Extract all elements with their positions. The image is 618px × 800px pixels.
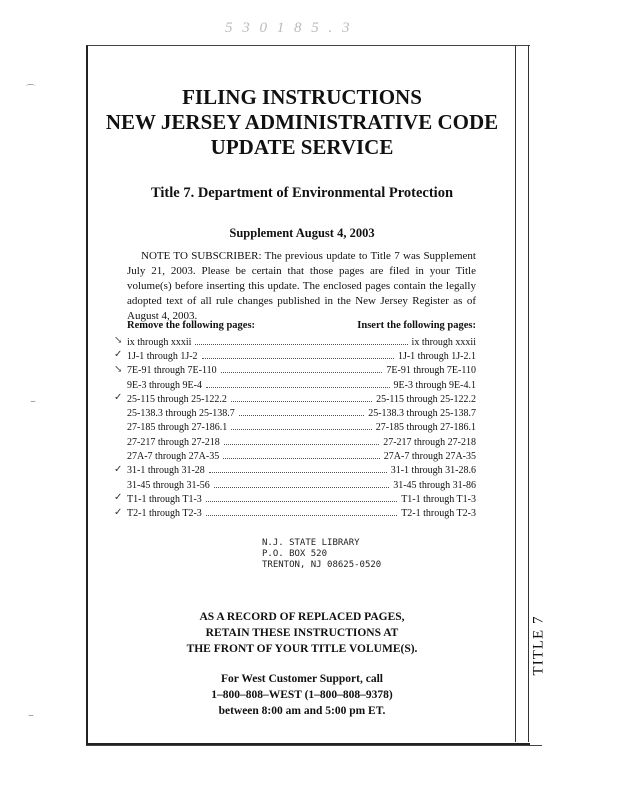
remove-pages: 1J-1 through 1J-2 [127,350,198,362]
remove-pages: 31-1 through 31-28 [127,465,205,477]
customer-support [88,671,516,719]
margin-mark: ⌣ [30,396,36,406]
department-heading: Title 7. Department of Environmental Protection [150,185,454,201]
dot-leader [231,429,371,430]
insert-pages: 27A-7 through 27A-35 [383,451,476,463]
page-title-line-3: UPDATE SERVICE [210,135,394,159]
dot-leader [221,372,383,373]
columns-header [127,320,476,331]
list-item [127,449,476,463]
dot-leader [195,344,407,345]
support-line: between 8:00 am and 5:00 pm ET. [218,705,386,717]
insert-pages: 31-45 through 31-86 [393,479,476,491]
stamp-line: P.O. BOX 520 [262,549,328,559]
checkmark-icon: ✓ [114,349,123,361]
remove-pages: 25-138.3 through 25-138.7 [127,408,235,420]
list-item [127,435,476,449]
remove-pages: 7E-91 through 7E-110 [127,365,217,377]
remove-pages: ix through xxxii [127,336,192,348]
dot-leader [209,472,387,473]
bottom-rule [86,745,542,746]
remove-column-header: Remove the following pages: [127,320,256,331]
remove-pages: 31-45 through 31-56 [127,479,210,491]
remove-pages: 27-217 through 27-218 [127,436,220,448]
margin-mark: ⌣ [28,710,34,720]
insert-pages: ix through xxxii [411,336,476,348]
insert-pages: 31-1 through 31-28.6 [390,465,476,477]
list-item [127,421,476,435]
record-instructions [88,609,516,657]
checkmark-icon: ✓ [114,492,123,504]
insert-pages: 25-138.3 through 25-138.7 [368,408,476,420]
list-item [127,406,476,420]
list-item [127,378,476,392]
support-line: For West Customer Support, call [221,673,383,685]
dot-leader [202,358,394,359]
insert-pages: 27-185 through 27-186.1 [375,422,476,434]
title-tab [526,610,552,690]
dot-leader [206,501,397,502]
supplement-heading: Supplement August 4, 2003 [229,226,375,240]
record-line: AS A RECORD OF REPLACED PAGES, [199,611,405,623]
insert-pages: 7E-91 through 7E-110 [386,365,476,377]
checkmark-icon: ↘ [114,363,123,375]
dot-leader [214,487,389,488]
note-text: NOTE TO SUBSCRIBER: The previous update to Title 7 was Supplement July 21, 2003. Please be certain that those pages are filed in your Title volume(s) before inserting this update. The enclosed pages contain the legally adopted text of all rule changes published in the New Jersey Register as of August 4, 2003. [127,250,476,322]
insert-column-header: Insert the following pages: [357,320,476,331]
remove-pages: T1-1 through T1-3 [127,493,202,505]
list-item [114,363,476,378]
support-line: 1–800–808–WEST (1–800–808–9378) [211,689,393,701]
list-item [127,478,476,492]
insert-pages: 27-217 through 27-218 [383,436,476,448]
insert-pages: 25-115 through 25-122.2 [376,393,476,405]
page-title-line-2: NEW JERSEY ADMINISTRATIVE CODE [105,110,499,134]
page-title-line-1: FILING INSTRUCTIONS [182,85,422,109]
remove-pages: 27A-7 through 27A-35 [127,451,220,463]
checkmark-icon: ↘ [114,335,123,346]
insert-pages: 9E-3 through 9E-4.1 [393,379,476,391]
dot-leader [223,458,380,459]
remove-pages: 9E-3 through 9E-4 [127,379,202,391]
list-item [114,492,476,506]
record-line: THE FRONT OF YOUR TITLE VOLUME(S). [186,643,418,655]
insert-pages: 1J-1 through 1J-2.1 [397,350,476,362]
list-item [114,463,476,478]
subscriber-note [127,249,476,324]
stamp-line: N.J. STATE LIBRARY [262,538,360,548]
remove-pages: T2-1 through T2-3 [127,508,202,520]
remove-pages: 27-185 through 27-186.1 [127,422,228,434]
remove-pages: 25-115 through 25-122.2 [127,393,227,405]
margin-mark: ⌒ [26,84,36,94]
list-item [114,349,476,363]
handwritten-scribble: 5 3 0 1 8 5 . 3 [225,20,353,36]
checkmark-icon: ✓ [114,392,123,404]
dot-leader [206,515,397,516]
insert-pages: T1-1 through T1-3 [401,493,476,505]
library-stamp [262,538,381,571]
insert-pages: T2-1 through T2-3 [401,508,476,520]
checkmark-icon: ✓ [114,506,123,518]
dot-leader [231,401,372,402]
list-item [114,506,476,521]
page-list [114,335,476,521]
dot-leader [224,444,379,445]
checkmark-icon: ✓ [114,463,123,475]
record-line: RETAIN THESE INSTRUCTIONS AT [205,627,399,639]
dot-leader [206,387,390,388]
stamp-line: TRENTON, NJ 08625-0520 [262,560,382,570]
list-item [114,392,476,406]
dot-leader [239,415,364,416]
list-item [114,335,476,349]
title-tab-label: TITLE 7 [530,615,547,676]
